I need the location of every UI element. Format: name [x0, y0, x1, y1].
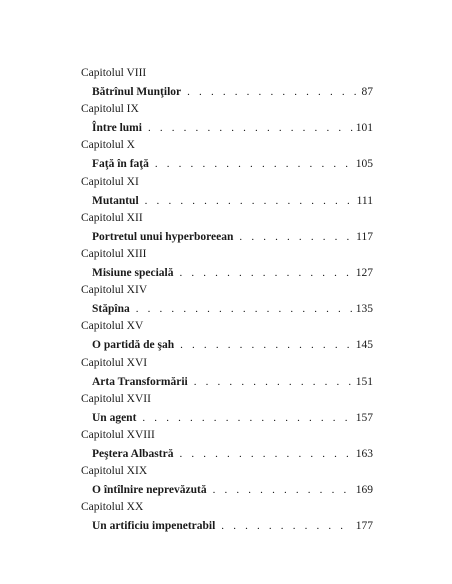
- chapter-label: Capitolul IX: [81, 103, 139, 116]
- page-number: 135: [355, 303, 373, 316]
- chapter-title: Bătrînul Munţilor: [92, 86, 182, 98]
- chapter-title: Stăpîna: [92, 303, 130, 316]
- toc-title-line: [92, 121, 373, 135]
- chapter-label: Capitolul VIII: [81, 67, 147, 79]
- page-number: 101: [355, 122, 373, 135]
- toc-entry: [81, 428, 373, 464]
- chapter-title: Mutantul: [92, 194, 139, 207]
- page-number: 145: [355, 339, 373, 352]
- toc-entry: [81, 211, 373, 247]
- page-number: 177: [355, 520, 373, 533]
- toc-title-line: [92, 447, 373, 461]
- dot-leader: [136, 302, 353, 316]
- chapter-label: Capitolul XIV: [81, 284, 148, 297]
- toc-title-line: [92, 375, 373, 389]
- dot-leader: [179, 266, 352, 280]
- dot-leader: [142, 411, 352, 425]
- page-number: 105: [355, 158, 373, 171]
- dot-leader: [213, 483, 353, 497]
- page-number: 87: [361, 86, 373, 98]
- dot-leader: [221, 519, 352, 533]
- page-number: 111: [356, 194, 373, 207]
- chapter-label: Capitolul XVII: [81, 392, 151, 405]
- toc-entry: [81, 175, 373, 211]
- dot-leader: [187, 85, 358, 99]
- dot-leader: [239, 230, 353, 244]
- chapter-title: Un agent: [92, 411, 137, 424]
- toc-entry: [81, 464, 373, 500]
- chapter-title: O partidă de şah: [92, 339, 175, 352]
- toc-entry: [81, 283, 373, 319]
- toc-entry: [81, 66, 373, 102]
- toc-entry: [81, 102, 373, 138]
- toc-title-line: [92, 302, 373, 316]
- chapter-title: Între lumi: [92, 122, 142, 135]
- toc-title-line: [92, 483, 373, 497]
- toc-title-line: [92, 157, 373, 171]
- chapter-title: Un artificiu impenetrabil: [92, 520, 216, 533]
- dot-leader: [148, 121, 353, 135]
- page-number: 117: [356, 230, 373, 243]
- chapter-title: Portretul unui hyperboreean: [92, 230, 234, 243]
- page-number: 157: [355, 411, 373, 424]
- dot-leader: [179, 447, 352, 461]
- dot-leader: [194, 375, 353, 389]
- toc-entry: [81, 138, 373, 174]
- toc-entry: [81, 392, 373, 428]
- chapter-title: O întîlnire neprevăzută: [92, 484, 207, 497]
- toc-title-line: [92, 85, 373, 99]
- chapter-label: Capitolul XV: [81, 320, 144, 333]
- toc-entry: [81, 500, 373, 536]
- chapter-title: Misiune specială: [92, 266, 174, 279]
- table-of-contents: [81, 66, 373, 536]
- chapter-label: Capitolul XI: [81, 175, 139, 188]
- toc-title-line: [92, 230, 373, 244]
- page-number: 169: [355, 484, 373, 497]
- chapter-title: Faţă în faţă: [92, 158, 149, 171]
- toc-title-line: [92, 338, 373, 352]
- chapter-label: Capitolul XVI: [81, 356, 148, 369]
- chapter-label: Capitolul XX: [81, 501, 144, 514]
- dot-leader: [145, 194, 354, 208]
- chapter-label: Capitolul XVIII: [81, 428, 155, 441]
- toc-title-line: [92, 519, 373, 533]
- chapter-title: Arta Transformării: [92, 375, 188, 388]
- page-number: 151: [355, 375, 373, 388]
- chapter-label: Capitolul XIX: [81, 465, 148, 478]
- toc-entry: [81, 247, 373, 283]
- dot-leader: [180, 338, 353, 352]
- page-number: 163: [355, 447, 373, 460]
- chapter-label: Capitolul X: [81, 139, 135, 152]
- chapter-title: Peştera Albastră: [92, 447, 174, 460]
- chapter-label: Capitolul XII: [81, 211, 143, 224]
- dot-leader: [155, 157, 353, 171]
- page-number: 127: [355, 266, 373, 279]
- toc-entry: [81, 356, 373, 392]
- toc-title-line: [92, 411, 373, 425]
- toc-title-line: [92, 194, 373, 208]
- toc-entry: [81, 319, 373, 355]
- chapter-label: Capitolul XIII: [81, 247, 147, 260]
- toc-title-line: [92, 266, 373, 280]
